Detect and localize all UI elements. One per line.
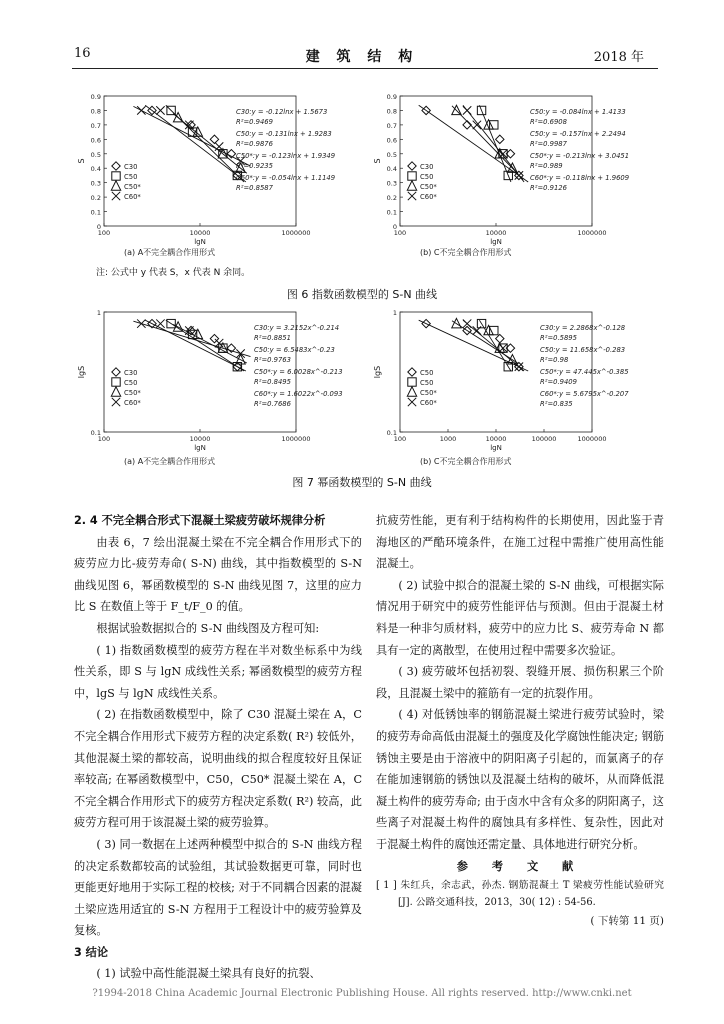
- paragraph: ( 1) 试验中高性能混凝土梁具有良好的抗裂、: [96, 967, 321, 981]
- fig6a-y-axis-label: S: [77, 158, 86, 164]
- fig6a-fit-r2: R²=0.8587: [236, 184, 273, 192]
- paragraph: 由表 6，7 绘出混凝土梁在不完全耦合作用形式下的疲劳应力比-疲劳寿命( S-N) 曲线，其中指数模型的 S-N 曲线见图 6，幂函数模型的 S-N 曲线见图 7，这里的应力比 S 在数值上等于 F_t/F_0 的值。: [74, 535, 362, 614]
- fig7a-y-tick-label: 1: [96, 309, 101, 317]
- fig7b-fit-r2: R²=0.9409: [540, 378, 577, 386]
- fig7a-fit-equation: C50:y = 6.5483x^-0.23: [254, 346, 335, 354]
- fig7b-data-point-diamond: [496, 334, 504, 342]
- fig7b-legend-marker: [408, 398, 416, 406]
- fig6b-legend-marker: [408, 172, 416, 180]
- paragraph: ( 3) 疲劳破坏包括初裂、裂缝开展、损伤积累三个阶段，且混凝土梁中的箍筋有一定的抗裂作用。: [376, 665, 664, 700]
- fig7b-legend-marker: [408, 368, 416, 376]
- fig6b-legend-label: C30: [420, 163, 434, 171]
- continued-note: ( 下转第 11 页): [590, 915, 664, 928]
- fig6a-x-tick-label: 100: [97, 229, 111, 237]
- fig6b-y-tick-label: 0.2: [386, 194, 397, 203]
- fig7a-legend-marker: [112, 398, 120, 406]
- fig7a-legend-label: C30: [124, 369, 138, 377]
- fig6b-y-tick-label: 0.3: [386, 179, 397, 188]
- fig6-caption: 图 6 指数函数模型的 S-N 曲线: [286, 288, 438, 301]
- fig6a-legend-marker: [112, 162, 120, 170]
- fig7b-fit-r2: R²=0.835: [540, 400, 573, 408]
- fig7a-fit-r2: R²=0.8495: [254, 378, 291, 386]
- fig6a-data-point-diamond: [210, 135, 218, 143]
- fig6b-x-tick-label: 1000000: [577, 229, 607, 237]
- fig6b-y-tick-label: 0.1: [386, 208, 397, 217]
- fig6b-x-axis-label: lgN: [490, 238, 502, 246]
- fig7b-x-tick-label: 100: [393, 435, 407, 443]
- fig7a-fit-equation: C30:y = 3.2152x^-0.214: [254, 324, 340, 332]
- fig6b-y-tick-label: 0.6: [386, 136, 397, 145]
- fig7a-legend-marker: [112, 378, 120, 386]
- fig6a-y-tick-label: 0.2: [90, 194, 101, 203]
- fig7b-subcaption: (b) C不完全耦合作用形式: [420, 457, 512, 466]
- fig6-note: 注: 公式中 y 代表 S，x 代表 N 余同。: [96, 268, 251, 278]
- fig6b-legend-label: C60*: [420, 193, 437, 201]
- fig6a-y-tick-label: 0.8: [90, 107, 101, 116]
- fig6a-y-tick-label: 0.6: [90, 136, 101, 145]
- paragraph: ( 4) 对低锈蚀率的钢筋混凝土梁进行疲劳试验时，梁的疲劳寿命高低由混凝土的强度及化学腐蚀性能决定; 钢筋锈蚀主要是由于溶液中的阴阳离子引起的，而氯离子的存在能加速钢筋的锈蚀以及混凝土结构的破坏，从而降低混凝土构件的疲劳寿命; 由于卤水中含有众多的阴阳离子，这些离子对混凝土构件的腐蚀具有多样性、复杂性，因此对于混凝土构件的腐蚀还需定量、具体地进行研究分析。: [376, 708, 664, 851]
- fig7b-legend-label: C50: [420, 379, 434, 387]
- fig7a-fit-line-C30: [145, 320, 246, 371]
- fig7a-legend-marker: [112, 368, 120, 376]
- fig6a-y-tick-label: 0.4: [90, 165, 101, 174]
- paragraph: 抗疲劳性能，更有利于结构构件的长期使用，因此鉴于青海地区的严酷环境条件，在施工过程中需推广使用高性能混凝土。: [376, 514, 664, 571]
- fig6b-x-tick-label: 10000: [485, 229, 507, 237]
- fig7a-subcaption: (a) A不完全耦合作用形式: [124, 457, 216, 466]
- fig7a-legend-marker: [111, 387, 120, 396]
- fig6b-legend-label: C50: [420, 173, 434, 181]
- fig7b-fit-r2: R²=0.98: [540, 356, 569, 364]
- fig7a-x-tick-label: 1000000: [281, 435, 311, 443]
- fig6a-subcaption: (a) A不完全耦合作用形式: [124, 248, 216, 257]
- fig7b-fit-equation: C50:y = 11.658x^-0.283: [540, 346, 626, 354]
- reference-item: [ 1 ] 朱红兵，余志武，孙杰. 钢筋混凝土 T 梁疲劳性能试验研究[J]. 公路交通科技，2013，30( 12) : 54-56.: [376, 880, 664, 909]
- fig6a-y-tick-label: 0.9: [90, 93, 101, 101]
- fig7b-fit-equation: C50*:y = 47.445x^-0.385: [540, 368, 629, 376]
- fig6b-legend-marker: [407, 181, 416, 190]
- fig6b-fit-r2: R²=0.989: [530, 162, 563, 170]
- fig7a-x-tick-label: 100: [97, 435, 111, 443]
- fig7a-data-point-x: [137, 319, 145, 327]
- fig7b-legend-marker: [408, 378, 416, 386]
- fig6b-legend-marker: [408, 162, 416, 170]
- fig7a-fit-r2: R²=0.8851: [254, 334, 291, 342]
- fig6b-y-tick-label: 0.5: [386, 150, 397, 159]
- fig6b-fit-equation: C60*:y = -0.118lnx + 1.9609: [530, 174, 630, 182]
- fig6b-fit-equation: C50:y = -0.084lnx + 1.4133: [530, 108, 626, 116]
- fig6a-fit-line-C60*: [133, 106, 250, 166]
- fig7a-fit-r2: R²=0.7686: [254, 400, 291, 408]
- journal-name: 建 筑 结 构: [305, 49, 419, 65]
- fig6a-fit-equation: C60*:y = -0.054lnx + 1.1149: [236, 174, 336, 182]
- fig6a-legend-marker: [112, 172, 120, 180]
- fig7a-x-axis-label: lgN: [194, 444, 206, 452]
- fig6a-data-point-x: [156, 106, 164, 114]
- paragraph: 根据试验数据拟合的 S-N 曲线图及方程可知:: [96, 621, 320, 635]
- fig7a-fit-equation: C50*:y = 6.0028x^-0.213: [254, 368, 343, 376]
- fig6b-fit-r2: R²=0.9126: [530, 184, 567, 192]
- fig7b-y-axis-label: lgS: [373, 365, 382, 379]
- fig6b-data-point-x: [473, 121, 481, 129]
- fig6b-subcaption: (b) C不完全耦合作用形式: [420, 248, 512, 257]
- paragraph: ( 1) 指数函数模型的疲劳方程在半对数坐标系中为线性关系，即 S 与 lgN 成线性关系; 幂函数模型的疲劳方程中，lgS 与 lgN 成线性关系。: [74, 643, 362, 700]
- fig7a-fit-r2: R²=0.9763: [254, 356, 291, 364]
- fig7a-fit-equation: C60*:y = 1.6022x^-0.093: [254, 390, 343, 398]
- fig6a-y-tick-label: 0.5: [90, 150, 101, 159]
- fig6a-fit-equation: C50:y = -0.131lnx + 1.9283: [236, 130, 332, 138]
- fig6a-fit-r2: R²=0.9235: [236, 162, 273, 170]
- fig6b-y-tick-label: 0.9: [386, 93, 397, 101]
- fig7b-legend-marker: [407, 387, 416, 396]
- fig7b-legend-label: C60*: [420, 399, 437, 407]
- paragraph: ( 2) 在指数函数模型中，除了 C30 混凝土梁在 A，C 不完全耦合作用形式下疲劳方程的决定系数( R²) 较低外，其他混凝土梁的都较高，说明曲线的拟合程度较好且保证率较高; 在幂函数模型中，C50，C50* 混凝土梁在 A，C 不完全耦合作用形式下的疲劳方程决定系数( R²) 较高，此疲劳方程可用于该混凝土梁的疲劳验算。: [74, 708, 362, 830]
- fig6a-fit-r2: R²=0.9469: [236, 118, 273, 126]
- fig7a-data-point-x: [156, 319, 164, 327]
- fig6b-fit-r2: R²=0.6908: [530, 118, 567, 126]
- paragraph: ( 2) 试验中拟合的混凝土梁的 S-N 曲线，可根据实际情况用于研究中的疲劳性能评估与预测。但由于混凝土材料是一种非匀质材料，疲劳中的应力比 S、疲劳寿命 N 都具有一定的离散型，在使用过程中需要多次验证。: [376, 578, 664, 657]
- fig6a-legend-marker: [111, 181, 120, 190]
- fig6b-fit-equation: C50:y = -0.157lnx + 2.2494: [530, 130, 626, 138]
- fig7-caption: 图 7 幂函数模型的 S-N 曲线: [292, 476, 432, 489]
- fig7a-data-point-x: [236, 349, 244, 357]
- fig6a-y-tick-label: 0.1: [90, 208, 101, 217]
- fig7b-y-tick-label: 0.1: [386, 429, 397, 437]
- fig7a-fit-line-C60*: [133, 321, 250, 356]
- fig7b-fit-equation: C60*:y = 5.6795x^-0.207: [540, 390, 629, 398]
- fig6a-x-tick-label: 1000000: [281, 229, 311, 237]
- fig6a-fit-line-C30: [145, 105, 246, 182]
- fig7a-y-tick-label: 0.1: [90, 429, 101, 437]
- fig6b-fit-r2: R²=0.9987: [530, 140, 567, 148]
- fig6a-legend-label: C60*: [124, 193, 141, 201]
- fig7b-legend-label: C50*: [420, 389, 437, 397]
- fig6b-fit-line-C50*: [452, 106, 518, 174]
- fig7b-x-tick-label: 100000: [531, 435, 557, 443]
- fig6b-y-tick-label: 0.7: [386, 121, 397, 130]
- fig6b-legend-marker: [408, 192, 416, 200]
- fig7a-fit-line-C50: [166, 320, 244, 371]
- right-column: [376, 510, 664, 933]
- fig7b-y-tick-label: 1: [392, 309, 397, 317]
- fig6b-fit-equation: C50*:y = -0.213lnx + 3.0451: [530, 152, 630, 160]
- fig7a-x-tick-label: 10000: [189, 435, 211, 443]
- fig7a-legend-label: C50: [124, 379, 138, 387]
- fig6b-y-tick-label: 0.4: [386, 165, 397, 174]
- fig6a-y-tick-label: 0.7: [90, 121, 101, 130]
- fig7a-legend-label: C50*: [124, 389, 141, 397]
- fig6b-data-point-x: [463, 106, 471, 114]
- fig6b-x-tick-label: 100: [393, 229, 407, 237]
- paragraph: ( 3) 同一数据在上述两种模型中拟合的 S-N 曲线方程的决定系数都较高的试验组，其试验数据更可靠，同时也更能更好地用于实际工程的校核; 对于不同耦合因素的混凝土梁应选用适宜的 S-N 方程用于工程设计中的疲劳验算及复核。: [74, 837, 362, 938]
- fig7b-data-point-x: [515, 363, 523, 371]
- fig7b-x-axis-label: lgN: [490, 444, 502, 452]
- fig6b-fit-line-C50: [479, 105, 511, 182]
- fig7a-y-axis-label: lgS: [77, 365, 86, 379]
- section-3-title: 3 结论: [74, 945, 109, 959]
- fig7b-fit-line-C50*: [452, 321, 518, 364]
- fig6b-legend-label: C50*: [420, 183, 437, 191]
- fig6a-legend-label: C50*: [124, 183, 141, 191]
- fig6a-data-point-x: [137, 106, 145, 114]
- fig6a-legend-label: C50: [124, 173, 138, 181]
- fig7b-fit-r2: R²=0.5895: [540, 334, 577, 342]
- fig6a-legend-marker: [112, 192, 120, 200]
- fig6b-y-axis-label: S: [373, 158, 382, 164]
- fig6a-fit-equation: C30:y = -0.12lnx + 1.5673: [236, 108, 328, 116]
- fig6b-data-point-x: [515, 171, 523, 179]
- fig7a-fit-line-C50*: [173, 324, 247, 363]
- journal-year: 2018 年: [593, 50, 644, 65]
- fig7b-x-tick-label: 1000000: [577, 435, 607, 443]
- fig6b-y-tick-label: 0: [392, 223, 397, 231]
- fig7b-fit-equation: C30:y = 2.2868x^-0.128: [540, 324, 626, 332]
- section-2-4-title: 2. 4 不完全耦合形式下混凝土梁疲劳破坏规律分析: [74, 514, 326, 527]
- fig6b-fit-line-C60*: [463, 105, 524, 182]
- fig6a-x-axis-label: lgN: [194, 238, 206, 246]
- footer-copyright: ?1994-2018 China Academic Journal Electronic Publishing House. All rights reserved. http://www.cnki.net: [92, 988, 632, 999]
- left-column: [74, 510, 362, 985]
- fig6a-x-tick-label: 10000: [189, 229, 211, 237]
- page-number: 16: [74, 46, 91, 61]
- fig6b-y-tick-label: 0.8: [386, 107, 397, 116]
- figures-canvas: [0, 0, 724, 500]
- fig6a-y-tick-label: 0.3: [90, 179, 101, 188]
- fig7b-legend-label: C50: [420, 369, 434, 377]
- fig6a-fit-equation: C50*:y = -0.123lnx + 1.9349: [236, 152, 336, 160]
- fig6b-fit-line-C30: [419, 105, 528, 182]
- fig6b-data-point-diamond: [496, 135, 504, 143]
- fig7a-legend-label: C60*: [124, 399, 141, 407]
- fig6a-fit-r2: R²=0.9876: [236, 140, 273, 148]
- fig6a-legend-label: C30: [124, 163, 138, 171]
- fig7b-x-tick-label: 1000: [439, 435, 457, 443]
- references-title: 参 考 文 献: [456, 859, 584, 873]
- fig6a-y-tick-label: 0: [96, 223, 101, 231]
- fig7b-x-tick-label: 10000: [485, 435, 507, 443]
